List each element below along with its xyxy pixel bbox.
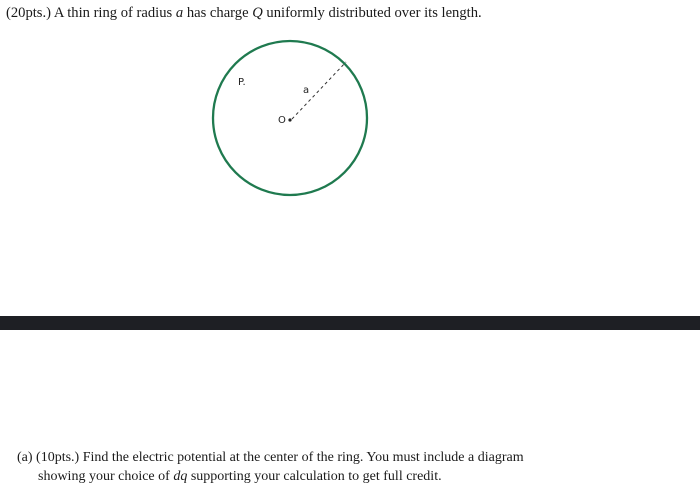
center-point <box>288 118 291 121</box>
part-a-line-1 <box>17 448 524 467</box>
part-a-question <box>17 448 524 486</box>
radius-line <box>292 62 346 119</box>
variable-q: Q <box>252 5 263 21</box>
part-a-text-3: supporting your calculation to get full credit. <box>190 469 442 484</box>
part-a-line-2 <box>17 467 524 486</box>
part-a-text-2: showing your choice of <box>38 469 170 484</box>
problem-text-2: has charge <box>186 5 249 21</box>
variable-a: a <box>175 5 184 21</box>
charged-ring <box>213 41 367 195</box>
center-label: O <box>278 115 286 126</box>
point-p-label: P. <box>238 77 246 88</box>
divider-bar <box>0 316 700 330</box>
radius-label: a <box>303 85 310 96</box>
problem-text-1: A thin ring of radius <box>53 5 173 21</box>
part-a-label: (a) <box>17 450 33 465</box>
problem-text-3: uniformly distributed over its length. <box>266 5 482 21</box>
part-a-points: (10pts.) <box>36 450 80 465</box>
problem-points: (20pts.) <box>6 5 51 21</box>
variable-dq: dq <box>173 469 188 484</box>
part-a-text-1: Find the electric potential at the center of the ring. You must include a diagram <box>82 450 524 465</box>
